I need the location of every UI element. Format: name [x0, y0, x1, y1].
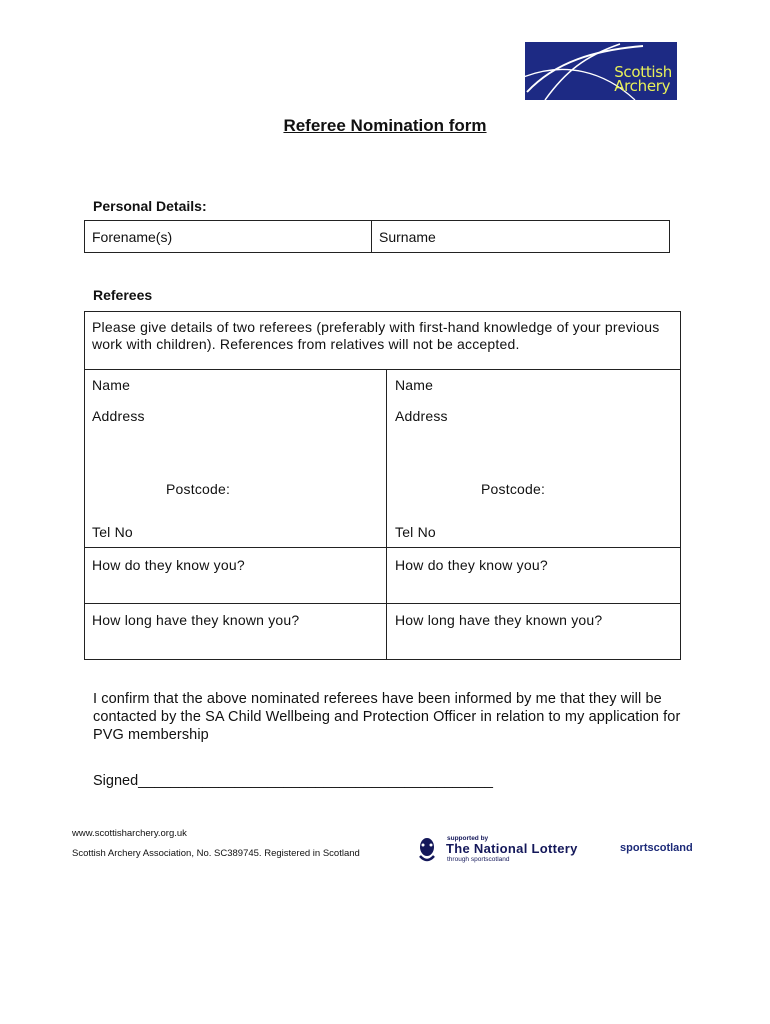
referee2-name-field[interactable]: Name	[395, 377, 434, 393]
referee2-how-long-field[interactable]: How long have they known you?	[395, 612, 603, 628]
referee2-postcode-field[interactable]: Postcode:	[481, 481, 546, 497]
forename-field[interactable]: Forename(s)	[92, 229, 173, 245]
divider	[371, 221, 372, 252]
footer-website-link[interactable]: www.scottisharchery.org.uk	[72, 828, 187, 839]
referees-instructions: Please give details of two referees (preferably with first-hand knowledge of your previous work with children). References from relatives will not be accepted.	[92, 319, 660, 352]
divider	[386, 369, 387, 659]
sportscotland-logo: sportscotland	[620, 842, 693, 854]
divider	[85, 547, 680, 548]
referee2-tel-field[interactable]: Tel No	[395, 524, 436, 540]
referee1-how-know-field[interactable]: How do they know you?	[92, 557, 245, 573]
referees-table	[84, 311, 681, 660]
surname-field[interactable]: Surname	[379, 229, 436, 245]
national-lottery-logo	[410, 832, 600, 866]
personal-details-table	[84, 220, 670, 253]
signature-line[interactable]: Signed____________________________________________	[93, 773, 493, 789]
referee1-name-field[interactable]: Name	[92, 377, 131, 393]
referee2-how-know-field[interactable]: How do they know you?	[395, 557, 548, 573]
referee1-how-long-field[interactable]: How long have they known you?	[92, 612, 300, 628]
logo-line1: Scottish	[614, 63, 672, 81]
lottery-through: through sportscotland	[447, 856, 510, 863]
referees-heading: Referees	[93, 287, 153, 303]
personal-details-heading: Personal Details:	[93, 198, 207, 214]
lottery-supported-by: supported by	[447, 835, 489, 842]
crossed-fingers-icon	[412, 834, 442, 866]
referee2-address-field[interactable]: Address	[395, 408, 448, 424]
footer-registration: Scottish Archery Association, No. SC389745. Registered in Scotland	[72, 848, 360, 859]
referee1-tel-field[interactable]: Tel No	[92, 524, 133, 540]
divider	[85, 369, 680, 370]
referee1-address-field[interactable]: Address	[92, 408, 145, 424]
logo-line2: Archery	[614, 77, 671, 95]
referee1-postcode-field[interactable]: Postcode:	[166, 481, 231, 497]
lottery-name: The National Lottery	[446, 841, 578, 856]
scottish-archery-logo	[525, 42, 677, 100]
page-title: Referee Nomination form	[283, 116, 487, 135]
divider	[85, 603, 680, 604]
confirmation-text: I confirm that the above nominated referees have been informed by me that they will be contacted by the SA Child Wellbeing and Protection Officer in relation to my application for PVG membership	[93, 691, 681, 743]
